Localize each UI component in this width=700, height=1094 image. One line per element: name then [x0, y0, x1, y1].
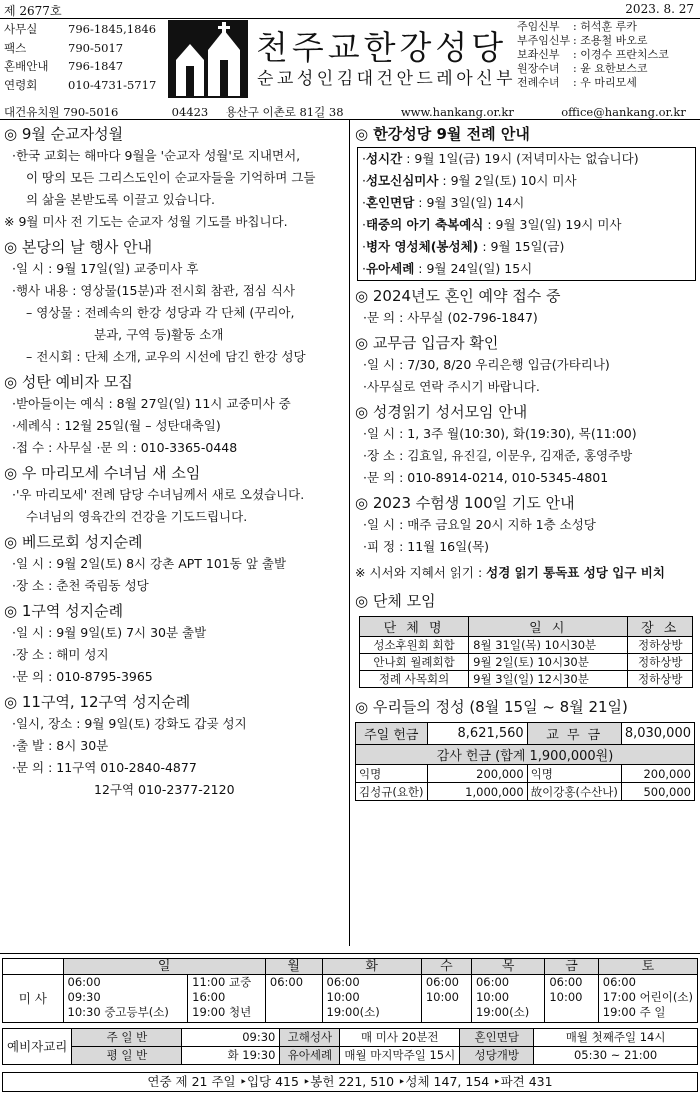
group-cell: 정하상방 [628, 654, 693, 671]
sunday-offering-value: 8,621,560 [427, 723, 527, 745]
offering-cell: 500,000 [621, 783, 694, 801]
liturgy-item [358, 236, 695, 258]
mass-label: 미 사 [3, 975, 64, 1023]
staff-role: 전례수녀 [517, 76, 560, 89]
notice-line: ·출 발 : 8시 30분 [12, 738, 109, 753]
notice-line: ·일 시 : 1, 3주 월(10:30), 화(19:30), 목(11:00) [363, 426, 637, 441]
notice-section [355, 401, 698, 489]
notice-line: 12구역 010-2377-2120 [94, 782, 235, 797]
group-cell: 9월 2일(토) 10시30분 [469, 654, 628, 671]
liturgy-item [358, 258, 695, 280]
staff-row [517, 62, 669, 76]
group-cell: 정례 사목회의 [360, 671, 469, 688]
mass-time: 10:00 [549, 990, 583, 1004]
notice-line: ·일 시 : 9월 17일(일) 교중미사 후 [12, 261, 199, 276]
notice-title: ◎ 본당의 날 행사 안내 [4, 238, 153, 256]
mass-time: 06:00 [475, 975, 510, 989]
staff-role: 보좌신부 [517, 48, 560, 61]
mass-time: 06:00 [269, 975, 304, 989]
group-cell: 정하상방 [628, 637, 693, 654]
liturgy-item [358, 148, 695, 170]
notice-line: 이 땅의 모든 그리스도인이 순교자들을 기억하며 그들 [26, 170, 316, 185]
liturgy-item [358, 214, 695, 236]
liturgy-item-name: 성모신심미사 [365, 173, 439, 188]
address: 용산구 이촌로 81길 38 [225, 105, 344, 119]
notice-line: ·한국 교회는 해마다 9월을 '순교자 성월'로 지내면서, [12, 148, 301, 163]
notice-section [4, 123, 344, 233]
notice-title: ◎ 1구역 성지순례 [4, 602, 124, 620]
group-cell: 성소후원회 회합 [360, 637, 469, 654]
group-row [360, 654, 693, 671]
kindergarten-phone: 대건유치원 790-5016 [4, 105, 119, 119]
confession-label: 고해성사 [280, 1029, 340, 1047]
groups-header: 장 소 [628, 617, 693, 637]
notice-section [4, 462, 344, 528]
issue-number: 제 2677호 [4, 4, 62, 18]
notice-line: ·일 시 : 9월 9일(토) 7시 30분 출발 [12, 625, 207, 640]
offering-cell: 익명 [356, 765, 428, 783]
mass-time: 17:00 어린이(소) [602, 990, 693, 1004]
liturgy-box [357, 147, 696, 281]
liturgy-title: ◎ 한강성당 9월 전례 안내 [355, 125, 530, 143]
notice-section [4, 691, 344, 801]
sunday-class-label: 주 일 반 [72, 1029, 182, 1047]
confession-value: 매 미사 20분전 [340, 1029, 460, 1047]
tue-mass [322, 975, 421, 1023]
notice-line: 의 삶을 본받도록 이끌고 있습니다. [26, 192, 215, 207]
marriage-value: 매월 첫째주일 14시 [534, 1029, 698, 1047]
sat-mass [598, 975, 697, 1023]
notice-section [355, 492, 698, 558]
schedule-rule [0, 953, 700, 954]
right-column [355, 120, 698, 801]
notice-line: 수녀님의 영육간의 건강을 기도드립니다. [26, 509, 248, 524]
notice-line: ·장 소 : 김효일, 유진길, 이문우, 김재준, 홍영주방 [363, 448, 633, 463]
day-tue: 화 [322, 959, 421, 975]
notice-line: ·'우 마리모세' 전례 담당 수녀님께서 새로 오셨습니다. [12, 487, 305, 502]
notice-title: ◎ 성경읽기 성서모임 안내 [355, 403, 528, 421]
marriage-label: 혼인면담 [460, 1029, 534, 1047]
mass-time: 10:30 중고등부(소) [67, 1005, 169, 1019]
notice-line: ·문 의 : 010-8795-3965 [12, 669, 153, 684]
notice-title: ◎ 성탄 예비자 모집 [4, 373, 133, 391]
schedule-corner [3, 959, 64, 975]
staff-name: : 조용철 바오로 [573, 34, 648, 47]
staff-role: 원장수녀 [517, 62, 560, 75]
group-row [360, 671, 693, 688]
notice-line: ·받아들이는 예식 : 8월 27일(일) 11시 교중미사 중 [12, 396, 291, 411]
left-column [4, 120, 344, 801]
notice-title: ◎ 우 마리모세 수녀님 새 소임 [4, 464, 201, 482]
email-link[interactable]: office@hankang.or.kr [561, 105, 686, 119]
notice-line: ※ 9월 미사 전 기도는 순교자 성월 기도를 바칩니다. [4, 214, 288, 229]
contact-value: 796-1847 [68, 59, 124, 73]
weekday-class-label: 평 일 반 [72, 1047, 182, 1065]
offering-row [356, 765, 695, 783]
offering-cell: 故이강홍(수산나) [527, 783, 621, 801]
liturgy-item-name: 태중의 아기 축복예식 [365, 217, 484, 232]
mass-time: 06:00 [67, 975, 101, 989]
staff-row [517, 48, 669, 62]
notice-line: ·문 의 : 사무실 (02-796-1847) [363, 310, 538, 325]
church-patron: 순교성인김대건안드레아신부 [257, 69, 516, 89]
contact-list [4, 20, 156, 94]
catechumen-label: 예비자교리 [3, 1029, 72, 1065]
offering-table [355, 722, 695, 801]
offering-title: ◎ 우리들의 정성 (8월 15일 ~ 8월 21일) [355, 698, 628, 716]
offering-cell: 김성규(요한) [356, 783, 428, 801]
website-link[interactable]: www.hankang.or.kr [400, 105, 514, 119]
notice-line: – 영상물 : 전례속의 한강 성당과 각 단체 (꾸리아, [26, 305, 295, 320]
day-thu: 목 [471, 959, 544, 975]
mass-time: 19:00 청년 [192, 1005, 252, 1019]
contact-row [4, 20, 156, 39]
wed-mass [421, 975, 471, 1023]
offering-cell: 200,000 [427, 765, 527, 783]
staff-row [517, 76, 669, 90]
liturgy-bullet: · [362, 239, 366, 254]
tithe-value: 8,030,000 [621, 723, 694, 745]
day-sat: 토 [598, 959, 697, 975]
notice-line: ·문 의 : 010-8914-0214, 010-5345-4801 [363, 470, 609, 485]
sun-mass-b [188, 975, 266, 1023]
notice-section [4, 600, 344, 688]
contact-label: 사무실 [4, 22, 38, 36]
mass-time: 06:00 [425, 975, 459, 989]
mass-time: 19:00(소) [475, 1005, 530, 1019]
liturgy-item-name: 유아세례 [365, 261, 415, 276]
group-cell: 8월 31일(목) 10시30분 [469, 637, 628, 654]
church-logo-icon [168, 20, 248, 98]
day-sun: 일 [63, 959, 265, 975]
services-table [2, 1028, 698, 1065]
notice-line: 분과, 구역 등)활동 소개 [94, 327, 224, 342]
notice-line: ·사무실로 연락 주시기 바랍니다. [363, 379, 540, 394]
staff-row [517, 34, 669, 48]
weekday-class-time: 화 19:30 [182, 1047, 280, 1065]
sunday-class-time: 09:30 [182, 1029, 280, 1047]
group-cell: 정하상방 [628, 671, 693, 688]
groups-title: ◎ 단체 모임 [355, 592, 436, 610]
contact-row [4, 39, 156, 58]
mon-mass [265, 975, 322, 1023]
tithe-label: 교 무 금 [527, 723, 621, 745]
notice-section [355, 332, 698, 398]
notice-title: ◎ 9월 순교자성월 [4, 125, 124, 143]
staff-role: 주임신부 [517, 20, 560, 33]
sunday-offering-label: 주일 헌금 [356, 723, 428, 745]
mass-time: 06:00 [326, 975, 360, 989]
liturgy-item-detail: : 9월 3일(일) 14시 [414, 195, 525, 210]
notice-section [4, 371, 344, 459]
notice-title: ◎ 11구역, 12구역 성지순례 [4, 693, 191, 711]
thu-mass [471, 975, 544, 1023]
mass-time: 10:00 [326, 990, 360, 1004]
contact-label: 혼배안내 [4, 59, 49, 73]
baptism-value: 매월 마지막주일 15시 [340, 1047, 460, 1065]
notice-title: ◎ 2024년도 혼인 예약 접수 중 [355, 287, 561, 305]
groups-header: 일 시 [469, 617, 628, 637]
mass-time: 10:00 [475, 990, 510, 1004]
sun-mass-a [63, 975, 188, 1023]
notice-section [4, 236, 344, 368]
staff-list [517, 20, 669, 90]
day-wed: 수 [421, 959, 471, 975]
mass-time: 16:00 [192, 990, 226, 1004]
notice-title: ◎ 교무금 입금자 확인 [355, 334, 499, 352]
mass-time: 19:00 주 일 [602, 1005, 666, 1019]
liturgy-bullet: · [362, 151, 366, 166]
day-fri: 금 [545, 959, 598, 975]
liturgy-item-name: 성시간 [365, 151, 403, 166]
notice-line: ·세례식 : 12월 25일(월 – 성탄대축일) [12, 418, 221, 433]
liturgy-item [358, 192, 695, 214]
offering-cell: 1,000,000 [427, 783, 527, 801]
mass-time: 11:00 교중 [192, 975, 252, 989]
notice-section [355, 285, 698, 329]
contact-label: 연령회 [4, 77, 38, 92]
reading-note [355, 562, 698, 584]
staff-role: 부주임신부 [517, 34, 571, 47]
liturgy-bullet: · [362, 195, 366, 210]
notice-line: ·일시, 장소 : 9월 9일(토) 강화도 갑곶 성지 [12, 716, 247, 731]
notice-line: – 전시회 : 단체 소개, 교우의 시선에 담긴 한강 성당 [26, 349, 306, 364]
column-divider [349, 120, 350, 946]
liturgy-item-detail: : 9월 15일(금) [478, 239, 565, 254]
notice-line: ·문 의 : 11구역 010-2840-4877 [12, 760, 197, 775]
reading-note-bold: 성경 읽기 통독표 성당 입구 비치 [486, 565, 665, 580]
liturgy-item [358, 170, 695, 192]
address-line [4, 104, 686, 120]
staff-row [517, 20, 669, 34]
offering-cell: 200,000 [621, 765, 694, 783]
liturgy-hymns-footer: 연중 제 21 주일 ‣입당 415 ‣봉헌 221, 510 ‣성체 147, 154 ‣파견 431 [2, 1072, 698, 1092]
mass-time: 10:00 [425, 990, 459, 1004]
reading-note-prefix: ※ 시서와 지혜서 읽기 : [355, 565, 487, 580]
fri-mass [545, 975, 598, 1023]
notice-line: ·피 정 : 11월 16일(목) [363, 539, 490, 554]
day-mon: 월 [265, 959, 322, 975]
issue-date: 2023. 8. 27 [625, 2, 694, 16]
notice-line: ·접 수 : 사무실 ·문 의 : 010-3365-0448 [12, 440, 238, 455]
contact-label: 팩스 [4, 40, 27, 55]
groups-header: 단 체 명 [360, 617, 469, 637]
offering-row [356, 783, 695, 801]
notice-line: ·일 시 : 9월 2일(토) 8시 강촌 APT 101동 앞 출발 [12, 556, 287, 571]
postal-code: 04423 [171, 105, 209, 119]
notice-line: ·일 시 : 7/30, 8/20 우리은행 입금(가타리나) [363, 357, 610, 372]
notice-title: ◎ 베드로회 성지순례 [4, 533, 143, 551]
notice-line: ·장 소 : 춘천 죽림동 성당 [12, 578, 149, 593]
open-value: 05:30 ~ 21:00 [534, 1047, 698, 1065]
liturgy-item-detail: : 9월 24일(일) 15시 [414, 261, 533, 276]
notice-title: ◎ 2023 수험생 100일 기도 안내 [355, 494, 575, 512]
group-cell: 9월 3일(일) 12시30분 [469, 671, 628, 688]
liturgy-item-detail: : 9월 3일(일) 19시 미사 [483, 217, 622, 232]
open-label: 성당개방 [460, 1047, 534, 1065]
baptism-label: 유아세례 [280, 1047, 340, 1065]
right-sections [355, 285, 698, 558]
liturgy-bullet: · [362, 261, 366, 276]
notice-line: ·장 소 : 해미 성지 [12, 647, 109, 662]
liturgy-item-detail: : 9월 2일(토) 10시 미사 [438, 173, 577, 188]
contact-row [4, 76, 156, 95]
church-name: 천주교한강성당 [256, 28, 508, 67]
mass-time: 06:00 [549, 975, 583, 989]
liturgy-bullet: · [362, 173, 366, 188]
staff-name: : 허석훈 루카 [573, 20, 637, 33]
liturgy-item-name: 혼인면담 [365, 195, 415, 210]
contact-value: 790-5017 [68, 40, 124, 55]
notice-line: ·일 시 : 매주 금요일 20시 지하 1층 소성당 [363, 517, 596, 532]
contact-value: 010-4731-5717 [68, 77, 157, 92]
group-row [360, 637, 693, 654]
mass-schedule-table [2, 958, 698, 1023]
staff-name: : 윤 요한보스코 [573, 62, 648, 75]
notice-section [4, 531, 344, 597]
contact-value: 796-1845,1846 [68, 22, 157, 36]
staff-name: : 이경수 프란치스코 [573, 48, 669, 61]
offering-cell: 익명 [527, 765, 621, 783]
thanks-offering-label: 감사 헌금 (합계 1,900,000원) [356, 745, 695, 765]
liturgy-item-detail: : 9월 1일(금) 19시 (저녁미사는 없습니다) [402, 151, 639, 166]
groups-table [359, 616, 693, 688]
notice-line: ·행사 내용 : 영상물(15분)과 전시회 참관, 점심 식사 [12, 283, 295, 298]
mass-time: 09:30 [67, 990, 101, 1004]
header-rule [0, 18, 700, 19]
staff-name: : 우 마리모세 [573, 76, 637, 89]
liturgy-item-name: 병자 영성체(봉성체) [365, 239, 479, 254]
contact-row [4, 57, 156, 76]
mass-time: 19:00(소) [326, 1005, 380, 1019]
mass-time: 06:00 [602, 975, 636, 989]
group-cell: 안나회 월례회합 [360, 654, 469, 671]
liturgy-bullet: · [362, 217, 366, 232]
